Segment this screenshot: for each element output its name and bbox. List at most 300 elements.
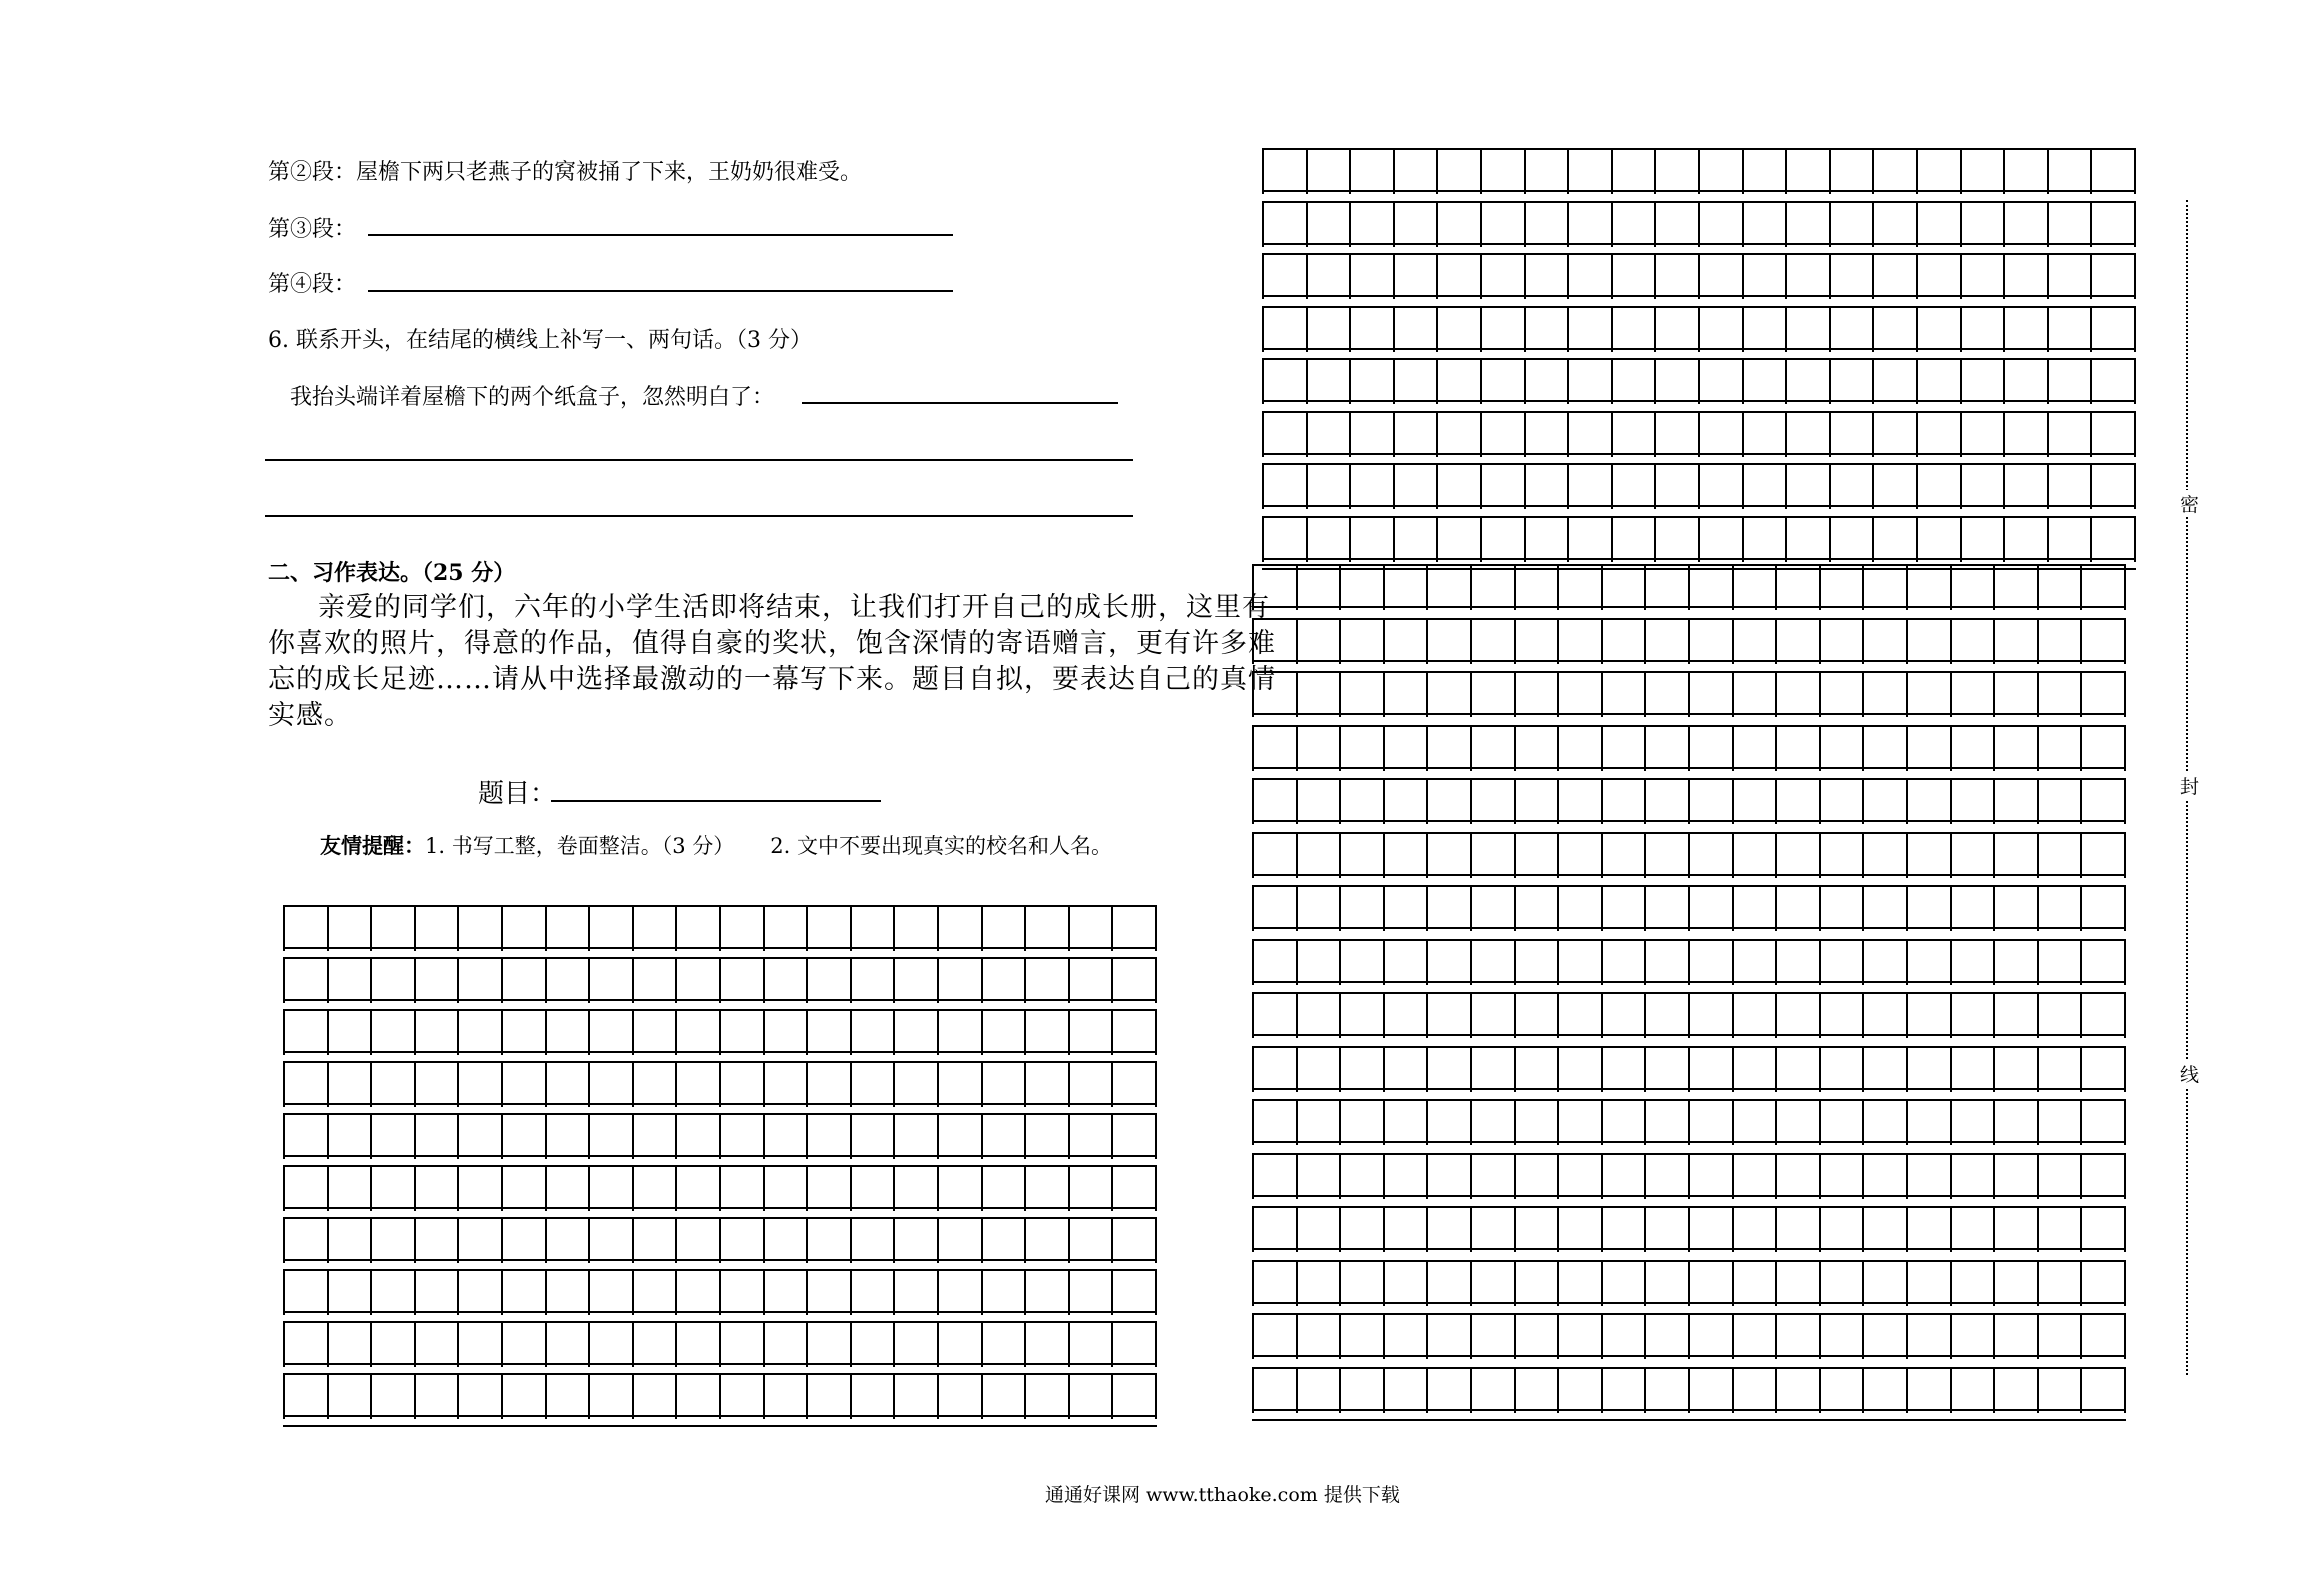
grid-cell[interactable] (1601, 1048, 1603, 1092)
grid-cell[interactable] (545, 1115, 547, 1159)
grid-cell[interactable] (414, 1375, 416, 1419)
grid-cell[interactable] (1654, 413, 1656, 457)
grid-cell[interactable] (1296, 1315, 1298, 1359)
grid-cell[interactable] (1339, 566, 1341, 610)
grid-cell[interactable] (1383, 1155, 1385, 1199)
grid-cell[interactable] (1993, 941, 1995, 985)
grid-cell[interactable] (1785, 360, 1787, 404)
grid-cell[interactable] (1470, 620, 1472, 664)
grid-cell[interactable] (1829, 308, 1831, 352)
grid-cell[interactable] (2003, 413, 2005, 457)
grid-cell[interactable] (545, 907, 547, 951)
grid-cell[interactable] (2090, 465, 2092, 509)
grid-cell[interactable] (1732, 727, 1734, 771)
grid-cell[interactable] (1068, 959, 1070, 1003)
grid-cell[interactable] (370, 907, 372, 951)
grid-cell[interactable] (1296, 834, 1298, 878)
grid-cell[interactable] (327, 959, 329, 1003)
grid-cell[interactable] (2090, 360, 2092, 404)
grid-cell[interactable] (1601, 1101, 1603, 1145)
grid-cell[interactable] (1688, 1048, 1690, 1092)
grid-cell[interactable] (806, 1011, 808, 1055)
grid-cell[interactable] (937, 1323, 939, 1367)
grid-cell[interactable] (1862, 780, 1864, 824)
grid-cell[interactable] (1262, 518, 1264, 562)
grid-cell[interactable] (2080, 1315, 2082, 1359)
grid-cell[interactable] (1819, 566, 1821, 610)
grid-cell[interactable] (1950, 1369, 1952, 1413)
grid-cell[interactable] (1732, 834, 1734, 878)
grid-cell[interactable] (981, 1011, 983, 1055)
grid-cell[interactable] (981, 1323, 983, 1367)
grid-cell[interactable] (588, 907, 590, 951)
grid-cell[interactable] (1654, 518, 1656, 562)
grid-cell[interactable] (2047, 360, 2049, 404)
grid-cell[interactable] (981, 907, 983, 951)
grid-cell[interactable] (1514, 780, 1516, 824)
grid-cell[interactable] (1785, 413, 1787, 457)
grid-cell[interactable] (981, 1375, 983, 1419)
grid-cell[interactable] (1601, 780, 1603, 824)
grid-cell[interactable] (1829, 465, 1831, 509)
grid-cell[interactable] (1111, 1115, 1113, 1159)
grid-cell[interactable] (2124, 994, 2126, 1038)
grid-cell[interactable] (893, 1271, 895, 1315)
grid-cell[interactable] (2124, 1208, 2126, 1252)
grid-cell[interactable] (1024, 1219, 1026, 1263)
grid-cell[interactable] (1742, 255, 1744, 299)
grid-cell[interactable] (937, 959, 939, 1003)
grid-cell[interactable] (457, 1323, 459, 1367)
grid-cell[interactable] (1916, 203, 1918, 247)
grid-cell[interactable] (457, 1063, 459, 1107)
grid-cell[interactable] (1557, 1208, 1559, 1252)
grid-cell[interactable] (1688, 1369, 1690, 1413)
grid-cell[interactable] (1383, 1262, 1385, 1306)
grid-cell[interactable] (1819, 887, 1821, 931)
grid-cell[interactable] (1785, 308, 1787, 352)
grid-cell[interactable] (1111, 1063, 1113, 1107)
grid-cell[interactable] (2124, 727, 2126, 771)
grid-cell[interactable] (1862, 1048, 1864, 1092)
grid-cell[interactable] (1339, 1155, 1341, 1199)
grid-cell[interactable] (1339, 1315, 1341, 1359)
grid-cell[interactable] (719, 1219, 721, 1263)
grid-cell[interactable] (1688, 994, 1690, 1038)
grid-cell[interactable] (327, 1011, 329, 1055)
grid-cell[interactable] (327, 1167, 329, 1211)
grid-cell[interactable] (1252, 1155, 1254, 1199)
grid-cell[interactable] (414, 1271, 416, 1315)
grid-cell[interactable] (1732, 673, 1734, 717)
grid-cell[interactable] (763, 1115, 765, 1159)
grid-cell[interactable] (1819, 1369, 1821, 1413)
grid-cell[interactable] (1155, 1167, 1157, 1211)
grid-cell[interactable] (1775, 834, 1777, 878)
grid-cell[interactable] (545, 1271, 547, 1315)
grid-cell[interactable] (1829, 255, 1831, 299)
grid-cell[interactable] (1732, 1101, 1734, 1145)
grid-cell[interactable] (719, 907, 721, 951)
grid-cell[interactable] (588, 1219, 590, 1263)
grid-cell[interactable] (1524, 203, 1526, 247)
grid-cell[interactable] (1819, 1048, 1821, 1092)
grid-cell[interactable] (2047, 255, 2049, 299)
grid-cell[interactable] (1480, 255, 1482, 299)
grid-cell[interactable] (1644, 1208, 1646, 1252)
grid-cell[interactable] (1950, 1315, 1952, 1359)
grid-cell[interactable] (806, 1271, 808, 1315)
grid-cell[interactable] (2134, 308, 2136, 352)
grid-cell[interactable] (283, 959, 285, 1003)
grid-cell[interactable] (1862, 1369, 1864, 1413)
grid-cell[interactable] (806, 1219, 808, 1263)
grid-cell[interactable] (1557, 673, 1559, 717)
grid-cell[interactable] (2080, 1048, 2082, 1092)
grid-cell[interactable] (1862, 1315, 1864, 1359)
grid-cell[interactable] (1698, 308, 1700, 352)
grid-cell[interactable] (1111, 1011, 1113, 1055)
grid-cell[interactable] (1698, 150, 1700, 194)
grid-cell[interactable] (763, 907, 765, 951)
grid-cell[interactable] (1567, 255, 1569, 299)
grid-cell[interactable] (414, 1063, 416, 1107)
grid-cell[interactable] (2003, 203, 2005, 247)
grid-cell[interactable] (501, 1115, 503, 1159)
grid-cell[interactable] (588, 959, 590, 1003)
grid-cell[interactable] (1514, 727, 1516, 771)
grid-cell[interactable] (1383, 780, 1385, 824)
grid-cell[interactable] (1732, 1262, 1734, 1306)
grid-cell[interactable] (1993, 727, 1995, 771)
grid-cell[interactable] (1993, 1262, 1995, 1306)
grid-cell[interactable] (1872, 360, 1874, 404)
grid-cell[interactable] (1819, 994, 1821, 1038)
grid-cell[interactable] (1557, 887, 1559, 931)
grid-cell[interactable] (1426, 1101, 1428, 1145)
grid-cell[interactable] (2037, 941, 2039, 985)
grid-cell[interactable] (893, 1323, 895, 1367)
grid-cell[interactable] (1393, 518, 1395, 562)
grid-cell[interactable] (1960, 413, 1962, 457)
grid-cell[interactable] (414, 1219, 416, 1263)
grid-cell[interactable] (1296, 1101, 1298, 1145)
grid-cell[interactable] (850, 1167, 852, 1211)
grid-cell[interactable] (1436, 255, 1438, 299)
grid-cell[interactable] (1514, 941, 1516, 985)
grid-cell[interactable] (1524, 413, 1526, 457)
grid-cell[interactable] (1339, 887, 1341, 931)
grid-cell[interactable] (893, 907, 895, 951)
grid-cell[interactable] (937, 1271, 939, 1315)
grid-cell[interactable] (1426, 1048, 1428, 1092)
grid-cell[interactable] (893, 1167, 895, 1211)
grid-cell[interactable] (1470, 941, 1472, 985)
grid-cell[interactable] (1155, 1323, 1157, 1367)
grid-cell[interactable] (1426, 620, 1428, 664)
grid-cell[interactable] (2080, 1369, 2082, 1413)
grid-cell[interactable] (1470, 1315, 1472, 1359)
grid-cell[interactable] (1775, 941, 1777, 985)
grid-cell[interactable] (1601, 673, 1603, 717)
grid-cell[interactable] (1557, 727, 1559, 771)
grid-cell[interactable] (1829, 518, 1831, 562)
grid-cell[interactable] (1470, 994, 1472, 1038)
question-6-answer-line-2[interactable] (265, 459, 1133, 461)
grid-cell[interactable] (501, 907, 503, 951)
grid-cell[interactable] (1349, 413, 1351, 457)
grid-cell[interactable] (2134, 518, 2136, 562)
grid-cell[interactable] (1567, 465, 1569, 509)
grid-cell[interactable] (2037, 780, 2039, 824)
grid-cell[interactable] (2080, 1101, 2082, 1145)
grid-cell[interactable] (370, 1011, 372, 1055)
grid-cell[interactable] (763, 959, 765, 1003)
grid-cell[interactable] (545, 1011, 547, 1055)
grid-cell[interactable] (1819, 727, 1821, 771)
grid-cell[interactable] (1906, 887, 1908, 931)
grid-cell[interactable] (1601, 941, 1603, 985)
grid-cell[interactable] (1906, 566, 1908, 610)
grid-cell[interactable] (2080, 727, 2082, 771)
grid-cell[interactable] (1557, 941, 1559, 985)
grid-cell[interactable] (763, 1219, 765, 1263)
grid-cell[interactable] (1950, 887, 1952, 931)
grid-cell[interactable] (1916, 360, 1918, 404)
grid-cell[interactable] (1906, 620, 1908, 664)
grid-cell[interactable] (1644, 887, 1646, 931)
grid-cell[interactable] (1601, 887, 1603, 931)
grid-cell[interactable] (1785, 150, 1787, 194)
grid-cell[interactable] (1960, 255, 1962, 299)
grid-cell[interactable] (1732, 1208, 1734, 1252)
grid-cell[interactable] (1111, 1219, 1113, 1263)
grid-cell[interactable] (1262, 255, 1264, 299)
grid-cell[interactable] (1698, 518, 1700, 562)
grid-cell[interactable] (981, 1167, 983, 1211)
grid-cell[interactable] (2037, 887, 2039, 931)
grid-cell[interactable] (893, 1219, 895, 1263)
grid-cell[interactable] (850, 1011, 852, 1055)
grid-cell[interactable] (1155, 907, 1157, 951)
grid-cell[interactable] (1950, 1262, 1952, 1306)
grid-cell[interactable] (981, 1219, 983, 1263)
grid-cell[interactable] (370, 1167, 372, 1211)
grid-cell[interactable] (1906, 834, 1908, 878)
grid-cell[interactable] (1906, 994, 1908, 1038)
grid-cell[interactable] (1742, 308, 1744, 352)
grid-cell[interactable] (1567, 150, 1569, 194)
grid-cell[interactable] (632, 1219, 634, 1263)
grid-cell[interactable] (1688, 620, 1690, 664)
grid-cell[interactable] (1068, 1063, 1070, 1107)
grid-cell[interactable] (850, 907, 852, 951)
grid-cell[interactable] (1524, 308, 1526, 352)
grid-cell[interactable] (806, 1063, 808, 1107)
grid-cell[interactable] (1688, 941, 1690, 985)
grid-cell[interactable] (1383, 673, 1385, 717)
grid-cell[interactable] (1296, 673, 1298, 717)
grid-cell[interactable] (1862, 887, 1864, 931)
grid-cell[interactable] (1950, 780, 1952, 824)
grid-cell[interactable] (1557, 566, 1559, 610)
grid-cell[interactable] (1644, 994, 1646, 1038)
grid-cell[interactable] (1557, 1315, 1559, 1359)
grid-cell[interactable] (1732, 1048, 1734, 1092)
grid-cell[interactable] (1426, 727, 1428, 771)
grid-cell[interactable] (806, 1167, 808, 1211)
grid-cell[interactable] (2037, 1262, 2039, 1306)
grid-cell[interactable] (1155, 1375, 1157, 1419)
grid-cell[interactable] (1906, 727, 1908, 771)
grid-cell[interactable] (1601, 1208, 1603, 1252)
grid-cell[interactable] (763, 1375, 765, 1419)
grid-cell[interactable] (1262, 413, 1264, 457)
grid-cell[interactable] (2080, 566, 2082, 610)
grid-cell[interactable] (1436, 150, 1438, 194)
grid-cell[interactable] (893, 959, 895, 1003)
grid-cell[interactable] (1557, 1262, 1559, 1306)
grid-cell[interactable] (1775, 1208, 1777, 1252)
grid-cell[interactable] (1698, 360, 1700, 404)
grid-cell[interactable] (1339, 1208, 1341, 1252)
grid-cell[interactable] (1829, 150, 1831, 194)
grid-cell[interactable] (1862, 727, 1864, 771)
grid-cell[interactable] (763, 1167, 765, 1211)
grid-cell[interactable] (1426, 834, 1428, 878)
grid-cell[interactable] (1252, 673, 1254, 717)
grid-cell[interactable] (1339, 834, 1341, 878)
grid-cell[interactable] (1383, 1369, 1385, 1413)
grid-cell[interactable] (1524, 360, 1526, 404)
grid-cell[interactable] (1644, 941, 1646, 985)
grid-cell[interactable] (414, 1167, 416, 1211)
grid-cell[interactable] (1514, 673, 1516, 717)
grid-cell[interactable] (1349, 150, 1351, 194)
grid-cell[interactable] (2080, 673, 2082, 717)
grid-cell[interactable] (370, 1115, 372, 1159)
grid-cell[interactable] (327, 1219, 329, 1263)
grid-cell[interactable] (1426, 1369, 1428, 1413)
grid-cell[interactable] (937, 907, 939, 951)
grid-cell[interactable] (1296, 1369, 1298, 1413)
grid-cell[interactable] (1524, 465, 1526, 509)
grid-cell[interactable] (1262, 203, 1264, 247)
grid-cell[interactable] (1993, 1208, 1995, 1252)
grid-cell[interactable] (1960, 465, 1962, 509)
grid-cell[interactable] (414, 1323, 416, 1367)
grid-cell[interactable] (1514, 566, 1516, 610)
grid-cell[interactable] (1960, 308, 1962, 352)
grid-cell[interactable] (370, 1219, 372, 1263)
grid-cell[interactable] (1111, 959, 1113, 1003)
grid-cell[interactable] (981, 1063, 983, 1107)
grid-cell[interactable] (1688, 673, 1690, 717)
grid-cell[interactable] (1654, 150, 1656, 194)
grid-cell[interactable] (1688, 1208, 1690, 1252)
grid-cell[interactable] (2037, 1315, 2039, 1359)
grid-cell[interactable] (1775, 727, 1777, 771)
grid-cell[interactable] (1644, 1262, 1646, 1306)
grid-cell[interactable] (1339, 1101, 1341, 1145)
grid-cell[interactable] (2080, 1262, 2082, 1306)
grid-cell[interactable] (1688, 566, 1690, 610)
grid-cell[interactable] (1601, 566, 1603, 610)
grid-cell[interactable] (1819, 1262, 1821, 1306)
grid-cell[interactable] (2037, 1208, 2039, 1252)
grid-cell[interactable] (1426, 941, 1428, 985)
grid-cell[interactable] (1480, 518, 1482, 562)
grid-cell[interactable] (1993, 1048, 1995, 1092)
grid-cell[interactable] (327, 1271, 329, 1315)
grid-cell[interactable] (1775, 1155, 1777, 1199)
grid-cell[interactable] (719, 1115, 721, 1159)
grid-cell[interactable] (1950, 1101, 1952, 1145)
grid-cell[interactable] (1470, 887, 1472, 931)
grid-cell[interactable] (1296, 994, 1298, 1038)
grid-cell[interactable] (1916, 413, 1918, 457)
grid-cell[interactable] (1252, 1369, 1254, 1413)
grid-cell[interactable] (283, 1323, 285, 1367)
grid-cell[interactable] (1306, 360, 1308, 404)
grid-cell[interactable] (1155, 1271, 1157, 1315)
grid-cell[interactable] (1906, 941, 1908, 985)
grid-cell[interactable] (1688, 1101, 1690, 1145)
grid-cell[interactable] (1742, 150, 1744, 194)
grid-cell[interactable] (1339, 673, 1341, 717)
grid-cell[interactable] (1611, 360, 1613, 404)
grid-cell[interactable] (1611, 465, 1613, 509)
grid-cell[interactable] (1470, 727, 1472, 771)
grid-cell[interactable] (1654, 255, 1656, 299)
grid-cell[interactable] (1644, 1155, 1646, 1199)
grid-cell[interactable] (1916, 308, 1918, 352)
grid-cell[interactable] (1785, 203, 1787, 247)
grid-cell[interactable] (2134, 150, 2136, 194)
grid-cell[interactable] (1514, 994, 1516, 1038)
grid-cell[interactable] (1252, 1208, 1254, 1252)
grid-cell[interactable] (1872, 465, 1874, 509)
grid-cell[interactable] (1960, 360, 1962, 404)
grid-cell[interactable] (806, 1375, 808, 1419)
grid-cell[interactable] (545, 1063, 547, 1107)
grid-cell[interactable] (2134, 360, 2136, 404)
grid-cell[interactable] (414, 1011, 416, 1055)
grid-cell[interactable] (1950, 566, 1952, 610)
grid-cell[interactable] (414, 907, 416, 951)
grid-cell[interactable] (1819, 620, 1821, 664)
grid-cell[interactable] (1514, 1101, 1516, 1145)
grid-cell[interactable] (1306, 413, 1308, 457)
grid-cell[interactable] (1436, 203, 1438, 247)
grid-cell[interactable] (1252, 834, 1254, 878)
grid-cell[interactable] (327, 1063, 329, 1107)
grid-cell[interactable] (1993, 1155, 1995, 1199)
grid-cell[interactable] (1262, 308, 1264, 352)
grid-cell[interactable] (1470, 1208, 1472, 1252)
grid-cell[interactable] (1644, 834, 1646, 878)
grid-cell[interactable] (1306, 518, 1308, 562)
grid-cell[interactable] (1960, 518, 1962, 562)
grid-cell[interactable] (1950, 673, 1952, 717)
grid-cell[interactable] (1906, 1315, 1908, 1359)
grid-cell[interactable] (1349, 203, 1351, 247)
grid-cell[interactable] (2047, 518, 2049, 562)
grid-cell[interactable] (1567, 360, 1569, 404)
grid-cell[interactable] (457, 1219, 459, 1263)
grid-cell[interactable] (283, 907, 285, 951)
grid-cell[interactable] (2037, 1101, 2039, 1145)
